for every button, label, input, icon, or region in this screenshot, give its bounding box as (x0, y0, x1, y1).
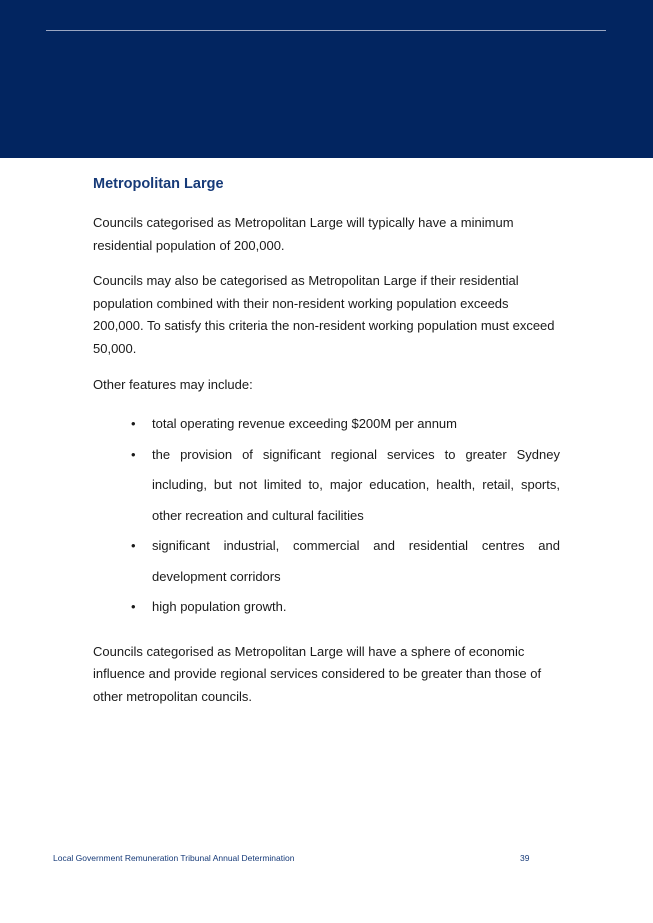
paragraph: Other features may include: (93, 376, 253, 392)
list-item-text: significant industrial, commercial and residential centres and development corridors (152, 538, 560, 584)
header-rule (46, 30, 606, 31)
list-item (93, 409, 560, 440)
paragraph: Councils may also be categorised as Metropolitan Large if their residential population combined with their non-resident working population exceeds 200,000. To satisfy this criteria the non-resident working population must exceed 50,000. (93, 273, 555, 356)
footer-publication: Local Government Remuneration Tribunal Annual Determination (53, 853, 295, 863)
bullet-icon: • (131, 538, 136, 554)
header-band (0, 0, 653, 158)
bullet-icon: • (131, 446, 136, 462)
list-item-text: the provision of significant regional services to greater Sydney including, but not limited to, major education, health, retail, sports, other recreation and cultural facilities (152, 446, 560, 523)
paragraph: Councils categorised as Metropolitan Large will typically have a minimum residential population of 200,000. (93, 215, 514, 253)
bullet-icon: • (131, 416, 136, 432)
section-title: Metropolitan Large (93, 176, 224, 192)
page-number: 39 (520, 853, 530, 863)
list-item (93, 531, 560, 592)
feature-list (93, 409, 560, 623)
list-item (93, 592, 560, 623)
list-item-text: total operating revenue exceeding $200M per annum (152, 416, 457, 432)
list-item (93, 440, 560, 532)
page-content (93, 172, 560, 721)
bullet-icon: • (131, 599, 136, 615)
list-item-text: high population growth. (152, 599, 287, 615)
closing-paragraph: Councils categorised as Metropolitan Large will have a sphere of economic influence and provide regional services considered to be greater than those of other metropolitan councils. (93, 643, 542, 704)
